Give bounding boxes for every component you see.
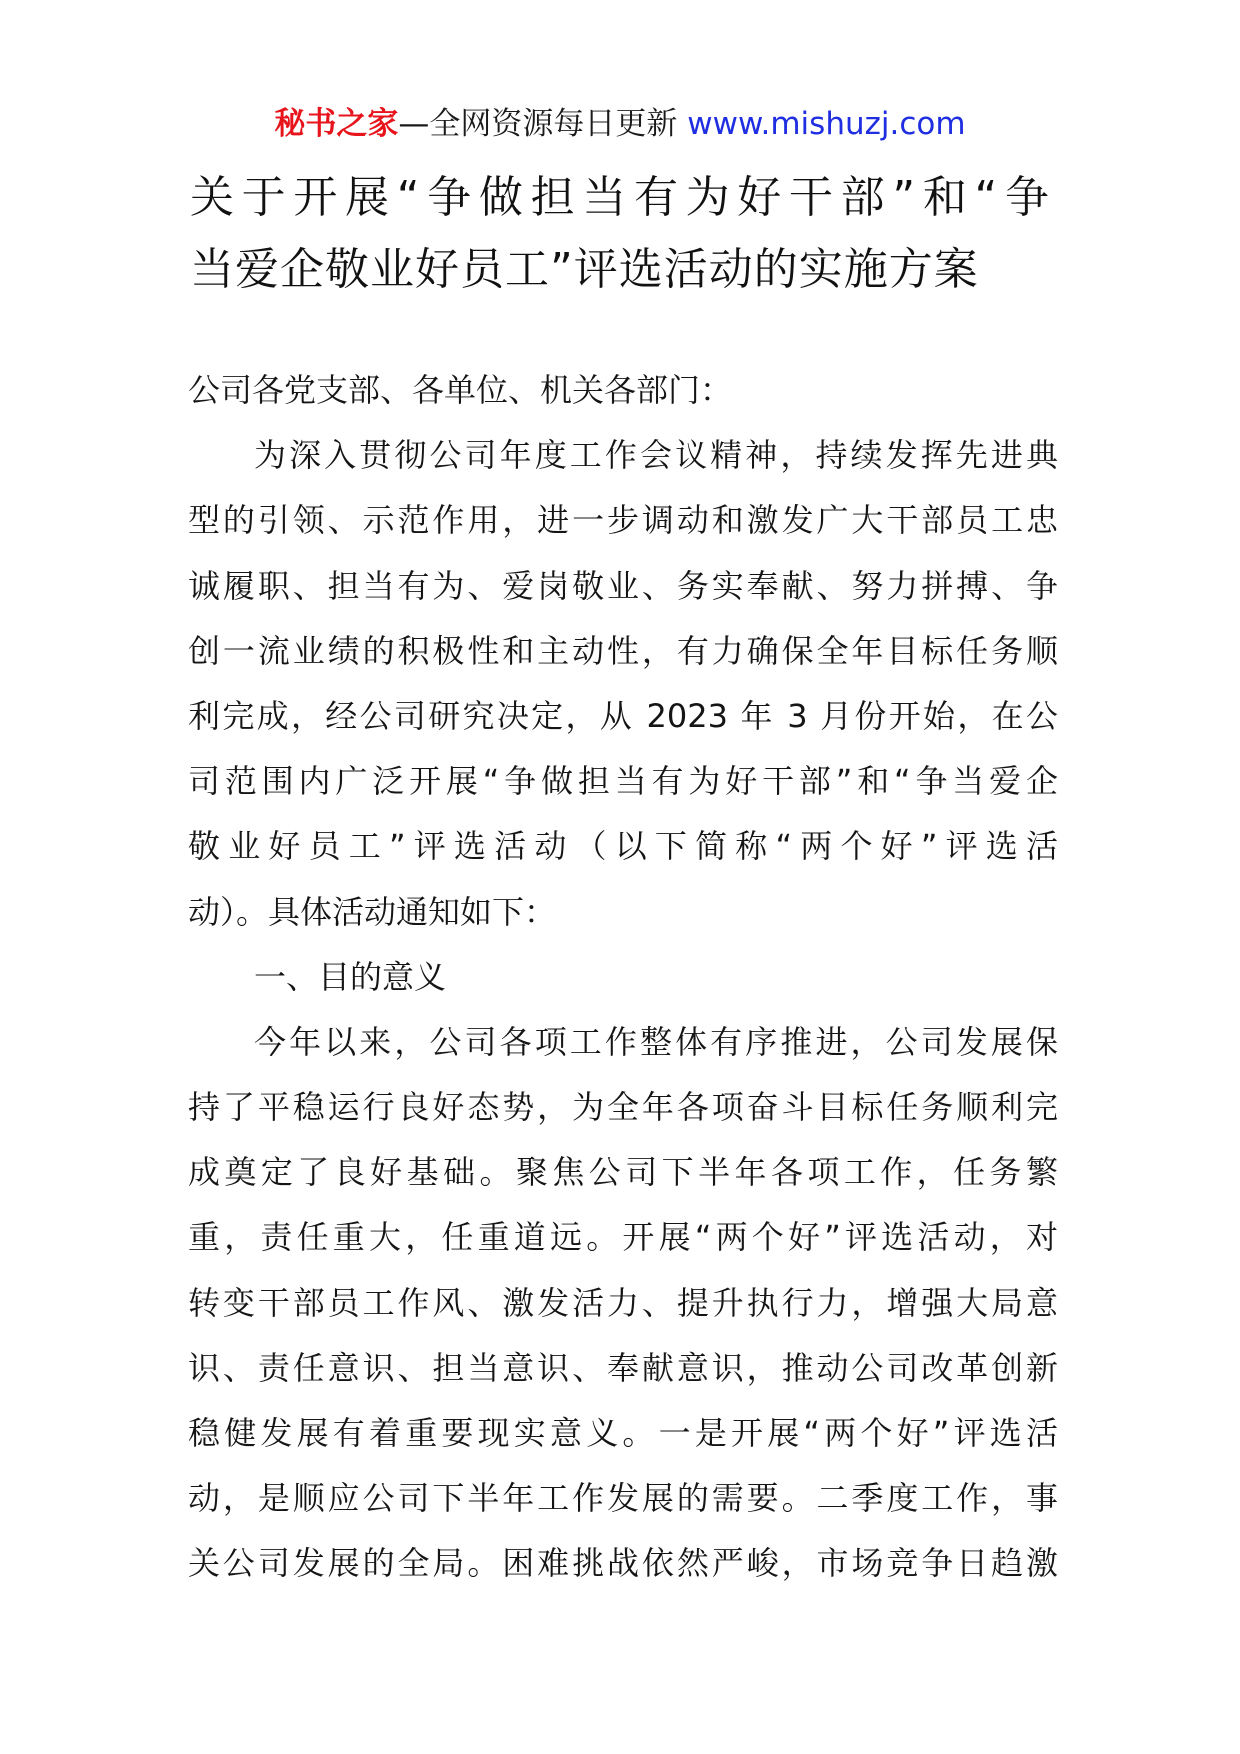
paragraph-line: 重，责任重大，任重道远。开展“两个好”评选活动，对 xyxy=(188,1218,1058,1257)
document-body xyxy=(188,358,1058,1597)
paragraph-line: 为深入贯彻公司年度工作会议精神，持续发挥先进典 xyxy=(254,436,1058,475)
paragraph-line: 创一流业绩的积极性和主动性，有力确保全年目标任务顺 xyxy=(188,631,1058,670)
paragraph-line: 型的引领、示范作用，进一步调动和激发广大干部员工忠 xyxy=(188,501,1058,540)
paragraph-purpose xyxy=(188,1010,1058,1597)
paragraph-line: 敬业好员工”评选活动（以下简称“两个好”评选活 xyxy=(188,827,1058,866)
paragraph-line: 稳健发展有着重要现实意义。一是开展“两个好”评选活 xyxy=(188,1414,1058,1452)
paragraph-line: 利完成，经公司研究决定，从 2023 年 3 月份开始，在公 xyxy=(188,696,1058,735)
banner-site-url[interactable]: www.mishuzj.com xyxy=(687,106,966,142)
banner-brand: 秘书之家 xyxy=(274,106,399,142)
paragraph-line: 动）。具体活动通知如下： xyxy=(188,892,557,931)
title-line-1: 关于开展“争做担当有为好干部”和“争 xyxy=(190,172,1050,223)
document-title xyxy=(190,162,1050,306)
paragraph-line: 动，是顺应公司下半年工作发展的需要。二季度工作，事 xyxy=(188,1479,1058,1518)
section-heading: 一、目的意义 xyxy=(254,957,447,996)
paragraph-line: 持了平稳运行良好态势，为全年各项奋斗目标任务顺利完 xyxy=(188,1088,1058,1127)
paragraph-line: 转变干部员工作风、激发活力、提升执行力，增强大局意 xyxy=(188,1283,1058,1322)
banner-tagline: —全网资源每日更新 xyxy=(398,106,688,142)
paragraph-line: 成奠定了良好基础。聚焦公司下半年各项工作，任务繁 xyxy=(188,1153,1058,1192)
paragraph-line: 今年以来，公司各项工作整体有序推进，公司发展保 xyxy=(254,1022,1058,1061)
paragraph-line: 关公司发展的全局。困难挑战依然严峻，市场竞争日趋激 xyxy=(188,1544,1058,1583)
salutation: 公司各党支部、各单位、机关各部门： xyxy=(188,371,733,409)
site-banner xyxy=(0,100,1240,148)
paragraph-intro xyxy=(188,423,1058,945)
paragraph-line: 识、责任意识、担当意识、奉献意识，推动公司改革创新 xyxy=(188,1348,1058,1387)
paragraph-line: 司范围内广泛开展“争做担当有为好干部”和“争当爱企 xyxy=(188,762,1058,801)
paragraph-line: 诚履职、担当有为、爱岗敬业、务实奉献、努力拼搏、争 xyxy=(188,566,1058,605)
title-line-2: 当爱企敬业好员工”评选活动的实施方案 xyxy=(190,244,979,295)
